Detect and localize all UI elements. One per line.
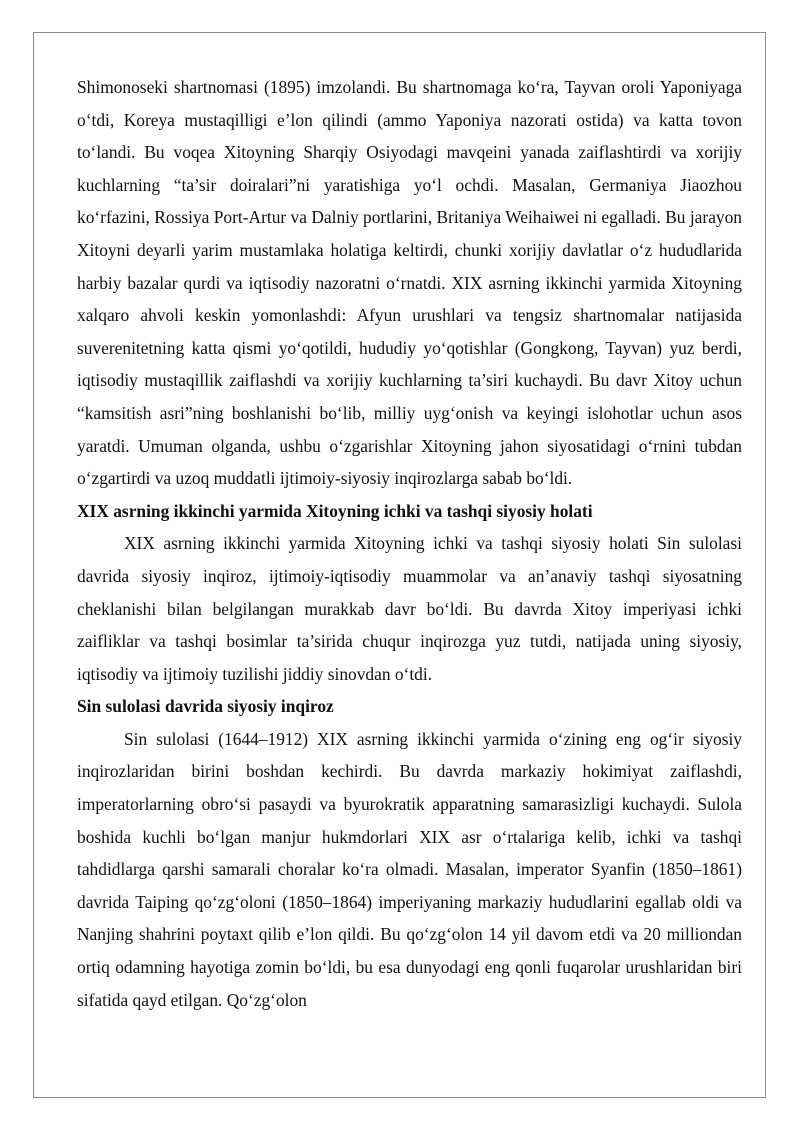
section-heading: XIX asrning ikkinchi yarmida Xitoyning ichki va tashqi siyosiy holati [77,500,593,521]
paragraph: Shimonoseki shartnomasi (1895) imzolandi. Bu shartnomaga ko‘ra, Tayvan oroli Yaponiyaga o‘tdi, Koreya mustaqilligi e’lon qilindi (ammo Yaponiya nazorati ostida) va katta tovon to‘landi. Bu voqea Xitoyning Sharqiy Osiyodagi mavqeini yanada zaiflashtirdi va xorijiy kuchlarning “ta’sir doiralari”ni yaratishiga yo‘l ochdi. Masalan, Germaniya Jiaozhou ko‘rfazini, Rossiya Port-Artur va Dalniy portlarini, Britaniya Weihaiwei ni egalladi. Bu jarayon Xitoyni deyarli yarim mustamlaka holatiga keltirdi, chunki xorijiy davlatlar o‘z hududlarida harbiy bazalar qurdi va iqtisodiy nazoratni o‘rnatdi. XIX asrning ikkinchi yarmida Xitoyning xalqaro ahvoli keskin yomonlashdi: Afyun urushlari va tengsiz shartnomalar natijasida suverenitetning katta qismi yo‘qotildi, hududiy yo‘qotishlar (Gongkong, Tayvan) yuz berdi, iqtisodiy mustaqillik zaiflashdi va xorijiy kuchlarning ta’siri kuchaydi. Bu davr Xitoy uchun “kamsitish asri”ning boshlanishi bo‘lib, milliy uyg‘onish va keyingi islohotlar uchun asos yaratdi. Umuman olganda, ushbu o‘zgarishlar Xitoyning jahon siyosatidagi o‘rnini tubdan o‘zgartirdi va uzoq muddatli ijtimoiy-siyosiy inqirozlarga sabab bo‘ldi. [77,77,742,489]
paragraph: Sin sulolasi (1644–1912) XIX asrning ikkinchi yarmida o‘zining eng og‘ir siyosiy inqirozlaridan birini boshdan kechirdi. Bu davrda markaziy hokimiyat zaiflashdi, imperatorlarning obro‘si pasaydi va byurokratik apparatning samarasizligi kuchaydi. Sulola boshida kuchli bo‘lgan manjur hukmdorlari XIX asr o‘rtalariga kelib, ichki va tashqi tahdidlarga qarshi samarali choralar ko‘ra olmadi. Masalan, imperator Syanfin (1850–1861) davrida Taiping qo‘zg‘oloni (1850–1864) imperiyaning markaziy hududlarini egallab oldi va Nanjing shahrini poytaxt qilib e’lon qildi. Bu qo‘zg‘olon 14 yil davom etdi va 20 milliondan ortiq odamning hayotiga zomin bo‘ldi, bu esa dunyodagi eng qonli fuqarolar urushlaridan biri sifatida qayd etilgan. Qo‘zg‘olon [77,728,742,1010]
paragraph: XIX asrning ikkinchi yarmida Xitoyning ichki va tashqi siyosiy holati Sin sulolasi davrida siyosiy inqiroz, ijtimoiy-iqtisodiy muammolar va an’anaviy tashqi siyosatning cheklanishi bilan belgilangan murakkab davr bo‘ldi. Bu davrda Xitoy imperiyasi ichki zaifliklar va tashqi bosimlar ta’sirida chuqur inqirozga yuz tutdi, natijada uning siyosiy, iqtisodiy va ijtimoiy tuzilishi jiddiy sinovdan o‘tdi. [77,533,742,684]
document-body [77,71,742,1016]
subsection-heading: Sin sulolasi davrida siyosiy inqiroz [77,696,334,717]
